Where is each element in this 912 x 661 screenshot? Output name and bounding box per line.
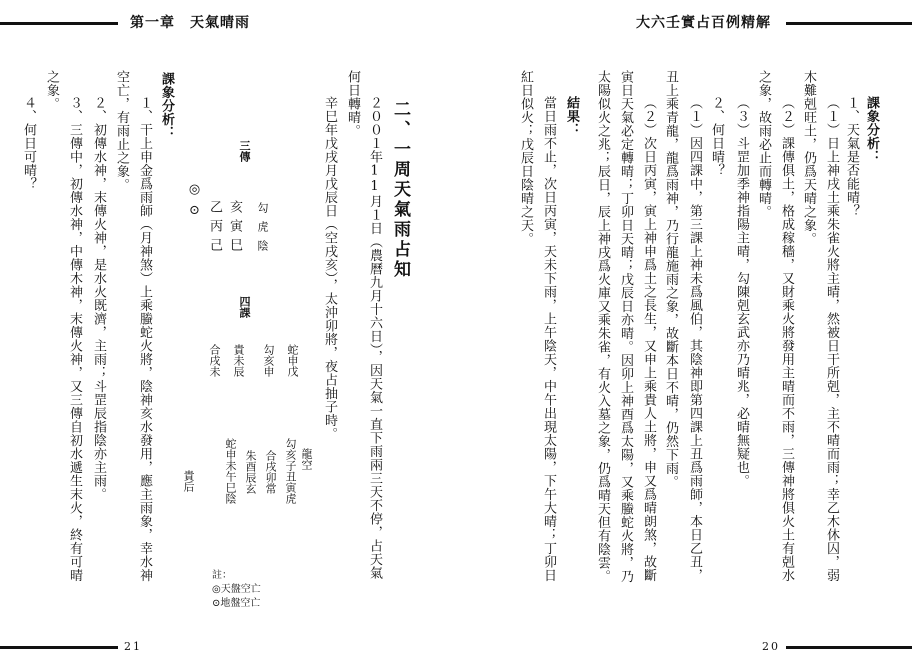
si-ke-label: 四課: [238, 296, 251, 318]
left-page-number: 21: [124, 640, 142, 653]
right-header-title: 大六壬實占百例精解: [636, 15, 771, 31]
note-line: ◎天盤空亡: [212, 584, 261, 595]
right-page-number: 20: [762, 640, 780, 653]
left-body-line: 何日轉晴。: [345, 70, 360, 138]
right-paragraph: （３）斗罡加季神指陽主晴，勾陳剋玄武亦乃晴兆，必晴無疑也。: [734, 96, 749, 488]
right-paragraph: 木難剋旺土，仍爲天晴之象。: [801, 70, 816, 246]
right-result-line: 當日雨不止，次日丙寅，天未下雨，上午陰天，中午出現太陽，下午大晴；丁卯日: [541, 96, 556, 582]
left-header-rule: [0, 22, 118, 25]
left-header-title: 第一章 天氣晴雨: [130, 15, 250, 31]
note-title: 註：: [212, 570, 232, 581]
right-footer-rule: [786, 646, 912, 649]
pan-top: 龍空: [300, 448, 313, 470]
left-analysis-item: ２、初傳水神，末傳火神，是水火既濟，主雨；斗罡辰指陰亦主雨。: [91, 96, 106, 501]
note-line: ⊙地盤空亡: [212, 598, 261, 609]
left-analysis-title: 課象分析：: [159, 72, 174, 140]
right-paragraph: 丑上乘青龍，龍爲雨神，乃行龍施雨之象，故斷本日不晴，仍然下雨。: [663, 70, 678, 489]
si-ke-col: 貴未辰: [232, 344, 245, 377]
left-analysis-item: ４、何日可晴？: [21, 96, 36, 191]
left-analysis-item: 之象。: [44, 70, 59, 111]
right-paragraph: 寅日天氣必定轉晴；丁卯日天晴；戊辰日亦晴。因卯上神酉爲太陽，又乘螣蛇火將，乃: [618, 70, 633, 583]
right-paragraph: 太陽似火之兆；辰日，辰上神戌爲火庫又乘朱雀，有火入墓之象，仍爲晴天但有陰雲。: [595, 70, 610, 583]
right-paragraph: ２、何日晴？: [709, 96, 724, 177]
san-chuan-col: 勾虎陰: [256, 202, 269, 259]
pan-col: 勾亥子丑寅虎: [284, 438, 297, 504]
right-paragraph: （２）課傳俱土，格成稼穡，又財乘火將發用主晴而不雨，三傳神將俱火土有剋水: [779, 96, 794, 582]
pan-col: 朱酉辰玄: [244, 450, 257, 494]
right-paragraph: １、天氣是否能晴？: [844, 96, 859, 218]
left-section-title: 二、一周天氣雨占知: [390, 100, 410, 280]
left-body-line: 辛巳年戊戌月戊辰日（空戌亥），太沖卯將，夜占抽子時。: [322, 96, 337, 441]
san-chuan-label: 三傳: [238, 140, 251, 162]
right-paragraph: （１）因四課中，第三課上神未爲風伯，其陰神即第四課上丑爲雨師，本日乙丑，: [687, 96, 702, 582]
san-chuan-col: ◎⊙: [187, 182, 202, 224]
left-analysis-item: 空亡，有雨止之象。: [114, 70, 129, 192]
pan-bottom: 貴后: [182, 470, 195, 492]
si-ke-col: 蛇申戊: [286, 344, 299, 377]
left-analysis-item: ３、三傳中，初傳水神，中傳木神，末傳火神，又三傳自初水遞生末火，終有可晴: [67, 96, 82, 582]
right-result-line: 紅日似火；戊辰日陰晴之天。: [518, 70, 533, 246]
right-paragraph: 之象，故雨必止而轉晴。: [756, 70, 771, 219]
right-header-rule: [786, 22, 912, 25]
right-paragraph: （１）日上神戌土乘朱雀火將主晴，然被日干所剋，主不晴而雨；幸乙木休囚，弱: [824, 96, 839, 582]
si-ke-col: 合戌未: [208, 344, 221, 377]
right-result-title: 結果：: [564, 96, 579, 137]
san-chuan-col: 乙丙己: [207, 200, 222, 257]
pan-col: 合戌卯常: [264, 450, 277, 494]
right-analysis-title: 課象分析：: [864, 96, 879, 164]
pan-col: 蛇申未午巳陰: [224, 438, 237, 504]
left-body-line: ２００１年11月１日（農曆九月十六日），因天氣一直下雨兩三天不停，占天氣: [367, 96, 382, 580]
left-analysis-item: １、干上申金爲雨師（月神煞）上乘螣蛇火將，陰神亥水發用，應主雨象，幸水神: [137, 96, 152, 582]
left-footer-rule: [0, 646, 118, 649]
right-paragraph: （２）次日丙寅，寅上神申爲土之長生，又申上乘貴人土將，申又爲晴朗煞，故斷: [641, 96, 656, 582]
si-ke-col: 勾亥申: [262, 344, 275, 377]
san-chuan-col: 亥寅巳: [227, 200, 242, 257]
